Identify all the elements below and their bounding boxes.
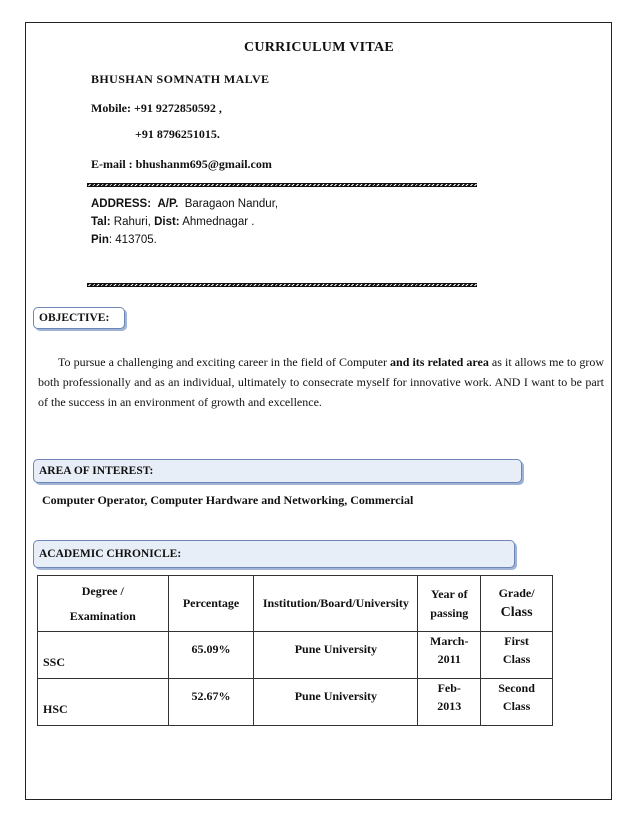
tal-label: Tal: [91, 216, 111, 228]
table-header-row [38, 576, 553, 632]
academic-heading: ACADEMIC CHRONICLE: [33, 540, 515, 568]
header-degree-line1: Degree / [81, 583, 124, 598]
row-year-line1: Feb- [437, 681, 461, 695]
row-year [418, 679, 481, 726]
row-degree: SSC [38, 632, 169, 679]
objective-paragraph [38, 352, 604, 412]
address-line-3 [91, 234, 157, 246]
candidate-name: BHUSHAN SOMNATH MALVE [91, 72, 270, 86]
table-row [38, 679, 553, 726]
row-percentage: 65.09% [168, 632, 254, 679]
pin-label: Pin [91, 234, 109, 246]
row-grade [481, 679, 553, 726]
objective-text-2: as it allows me to grow both professionally and as an individual, ultimately to consecrate myself for innovative work. AND I want to be part of the success in an environment of growth and excellence. [38, 355, 604, 409]
ap-label: A/P. [157, 198, 179, 210]
row-institution: Pune University [254, 632, 418, 679]
objective-heading: OBJECTIVE: [33, 307, 125, 329]
tal-value: Rahuri, [113, 216, 151, 228]
address-line-2 [91, 216, 254, 228]
academic-table [37, 575, 553, 726]
divider-bottom [87, 283, 477, 287]
document-title: CURRICULUM VITAE [243, 40, 395, 55]
row-grade-line1: Second [498, 681, 535, 695]
row-year [418, 632, 481, 679]
row-year-line2: 2013 [437, 699, 462, 713]
row-grade [481, 632, 553, 679]
header-year-line2: passing [430, 605, 469, 620]
header-grade-line2: Class [500, 605, 533, 620]
header-degree-line2: Examination [69, 608, 136, 623]
row-percentage: 52.67% [168, 679, 254, 726]
address-label: ADDRESS: [91, 198, 152, 210]
ap-value: Baragaon Nandur, [184, 198, 279, 210]
header-year-line1: Year of [430, 586, 468, 601]
row-grade-line2: Class [502, 699, 531, 713]
dist-value: Ahmednagar . [182, 216, 255, 228]
header-grade [481, 576, 553, 632]
header-year [418, 576, 481, 632]
header-degree [38, 576, 169, 632]
header-percentage: Percentage [168, 576, 254, 632]
divider-top [87, 183, 477, 187]
objective-text-1: To pursue a challenging and exciting career in the field of Computer [58, 355, 391, 369]
table-row [38, 632, 553, 679]
interest-heading: AREA OF INTEREST: [33, 459, 522, 483]
row-degree: HSC [38, 679, 169, 726]
row-institution: Pune University [254, 679, 418, 726]
row-grade-line1: First [504, 634, 529, 648]
email-line: E-mail : bhushanm695@gmail.com [91, 157, 272, 171]
header-institution: Institution/Board/University [254, 576, 418, 632]
mobile-primary: Mobile: +91 9272850592 , [91, 101, 222, 115]
mobile-secondary: +91 8796251015. [135, 127, 220, 141]
pin-value: : 413705. [108, 234, 157, 246]
row-grade-line2: Class [502, 652, 531, 666]
row-year-line2: 2011 [437, 652, 461, 666]
interest-text: Computer Operator, Computer Hardware and Networking, Commercial [42, 493, 414, 507]
dist-label: Dist: [154, 216, 180, 228]
objective-text-bold: and its related area [390, 355, 489, 369]
row-year-line1: March- [430, 634, 469, 648]
header-grade-line1: Grade/ [498, 586, 535, 600]
address-line-1 [91, 198, 278, 210]
